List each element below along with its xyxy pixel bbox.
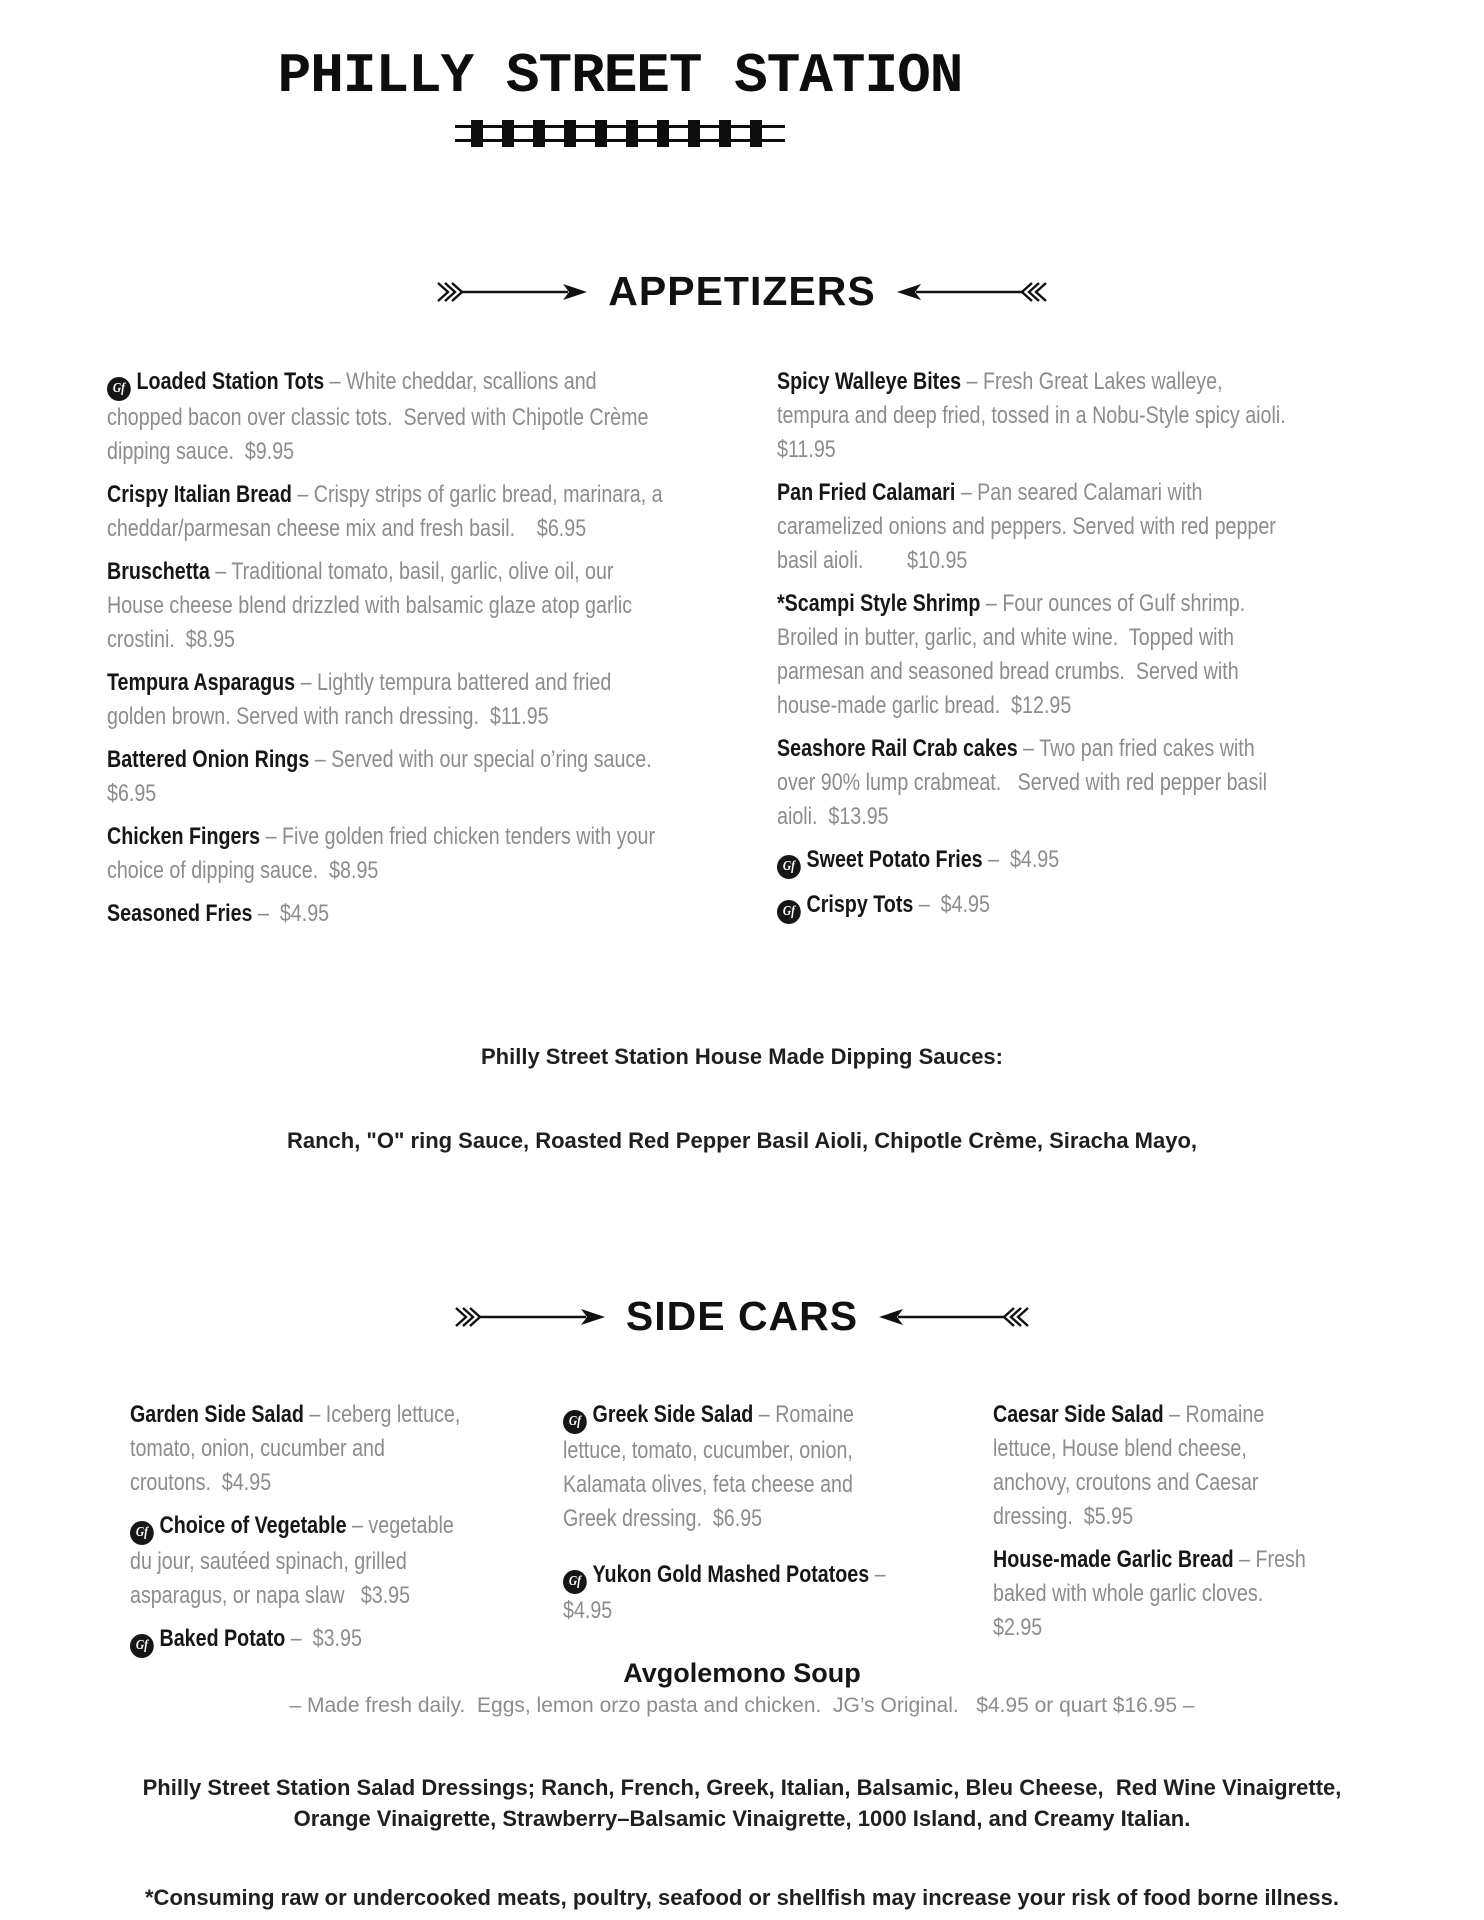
menu-item [107,478,674,546]
menu-item-description: – Five golden fried chicken tenders with your choice of dipping sauce. $8.95 [107,823,661,884]
soup-name: Avgolemono Soup [623,1658,861,1688]
menu-item [777,476,1291,578]
soup-block [0,1658,1484,1718]
menu-item-name: Bruschetta [107,558,210,585]
gluten-free-icon: Gf [130,1634,154,1658]
menu-item [993,1398,1314,1534]
menu-item [130,1622,470,1658]
menu-item-name: Seasoned Fries [107,900,253,927]
menu-item-name: Crispy Tots [806,891,914,918]
menu-item-name: Baked Potato [159,1625,286,1652]
menu-item-description: – $4.95 [988,846,1060,873]
menu-item-name: Chicken Fingers [107,823,261,850]
menu-item-description: – $4.95 [257,900,330,927]
menu-item-description: – Fresh baked with whole garlic cloves. $2.95 [993,1546,1312,1641]
railroad-track-divider [0,120,1240,152]
restaurant-title: PHILLY STREET STATION [277,44,963,108]
side-cars-heading [0,1293,1484,1340]
menu-item-description: – Four ounces of Gulf shrimp. Broiled in butter, garlic, and white wine. Topped with parmesan and seasoned bread crumbs. Served with house-made garlic bread. $12.95 [777,590,1251,719]
railroad-track-icon [455,120,785,147]
menu-item [777,843,1291,879]
side-cars-column-3 [993,1398,1314,1654]
appetizers-section [0,365,1484,965]
menu-item-name: Greek Side Salad [592,1401,754,1428]
side-cars-section [0,1398,1484,1653]
menu-item-name: Seashore Rail Crab cakes [777,735,1018,762]
menu-item-description: – vegetable du jour, sautéed spinach, grilled asparagus, or napa slaw $3.95 [130,1512,460,1609]
side-cars-column-1 [130,1398,470,1667]
menu-item-name: *Scampi Style Shrimp [777,590,981,617]
menu-item-name: Pan Fried Calamari [777,479,956,506]
menu-item-description: – $4.95 [563,1561,892,1624]
menu-item-description: – Romaine lettuce, tomato, cucumber, onion, Kalamata olives, feta cheese and Greek dressing. $6.95 [563,1401,860,1532]
menu-item [107,666,674,734]
menu-item-description: – Crispy strips of garlic bread, marinara, a cheddar/parmesan cheese mix and fresh basil. $6.95 [107,481,669,542]
menu-item [993,1543,1314,1645]
menu-item-name: Yukon Gold Mashed Potatoes [592,1561,870,1588]
consumer-advisory: *Consuming raw or undercooked meats, poultry, seafood or shellfish may increase your risk of food borne illness. [145,1885,1339,1910]
menu-item-description: – Iceberg lettuce, tomato, onion, cucumber and croutons. $4.95 [130,1401,466,1496]
menu-item [777,888,1291,924]
menu-item [777,587,1291,723]
menu-item-name: Caesar Side Salad [993,1401,1164,1428]
menu-item [563,1398,907,1536]
section-title-appetizers: APPETIZERS [608,268,876,314]
menu-item [107,555,674,657]
menu-item-name: House-made Garlic Bread [993,1546,1234,1573]
menu-item-description: – Lightly tempura battered and fried golden brown. Served with ranch dressing. $11.95 [107,669,617,730]
menu-item-name: Spicy Walleye Bites [777,368,962,395]
dipping-sauces-list: Ranch, "O" ring Sauce, Roasted Red Pepper Basil Aioli, Chipotle Crème, Siracha Mayo, [286,1128,1198,1153]
menu-item-description: – White cheddar, scallions and chopped bacon over classic tots. Served with Chipotle Crème dipping sauce. $9.95 [107,368,654,465]
menu-item-description: – $4.95 [918,891,990,918]
gluten-free-icon: Gf [107,377,131,401]
menu-item-name: Battered Onion Rings [107,746,310,773]
menu-item-name: Garden Side Salad [130,1401,304,1428]
menu-item-name: Tempura Asparagus [107,669,296,696]
menu-item [130,1509,470,1613]
menu-item-description: – Two pan fried cakes with over 90% lump crabmeat. Served with red pepper basil aioli. $13.95 [777,735,1273,830]
side-cars-column-2 [563,1398,907,1650]
arrow-right-icon [454,1303,606,1331]
menu-item-description: – Served with our special o’ring sauce. $6.95 [107,746,663,807]
arrow-left-icon [896,278,1048,306]
menu-item [130,1398,470,1500]
dipping-sauces-note [0,987,1484,1211]
menu-item-name: Choice of Vegetable [159,1512,347,1539]
menu-item [107,820,674,888]
appetizers-heading [0,268,1484,315]
menu-item [563,1558,907,1628]
gluten-free-icon: Gf [563,1410,587,1434]
appetizers-left-column [107,365,674,940]
menu-item-name: Loaded Station Tots [136,368,325,395]
menu-item-description: – $3.95 [290,1625,362,1652]
menu-item-name: Sweet Potato Fries [806,846,983,873]
gluten-free-icon: Gf [130,1521,154,1545]
menu-item-description: – Traditional tomato, basil, garlic, olive oil, our House cheese blend drizzled with balsamic glaze atop garlic crostini. $8.95 [107,558,638,653]
menu-item [107,897,674,931]
header [0,0,1240,108]
menu-item [107,365,674,469]
dipping-sauces-title: Philly Street Station House Made Dipping Sauces: [481,1044,1003,1069]
menu-item-description: – Fresh Great Lakes walleye, tempura and deep fried, tossed in a Nobu-Style spicy aioli. $11.95 [777,368,1297,463]
menu-item [107,743,674,811]
soup-description: – Made fresh daily. Eggs, lemon orzo pasta and chicken. JG’s Original. $4.95 or quart $16.95 – [289,1694,1195,1717]
arrow-left-icon [878,1303,1030,1331]
gluten-free-icon: Gf [563,1570,587,1594]
gluten-free-icon: Gf [777,900,801,924]
gluten-free-icon: Gf [777,855,801,879]
menu-item [777,365,1297,467]
section-title-side-cars: SIDE CARS [625,1293,859,1339]
menu-item-description: – Romaine lettuce, House blend cheese, anchovy, croutons and Caesar dressing. $5.95 [993,1401,1270,1530]
menu-item-name: Crispy Italian Bread [107,481,292,508]
arrow-right-icon [436,278,588,306]
appetizers-right-column [777,365,1297,933]
menu-item-description: – Pan seared Calamari with caramelized onions and peppers. Served with red pepper basil aioli. $10.95 [777,479,1282,574]
salad-dressings-note: Philly Street Station Salad Dressings; Ranch, French, Greek, Italian, Balsamic, Bleu Cheese, Red Wine Vinaigrette, Orange Vinaigrette, Strawberry–Balsamic Vinaigrette, 1000 Island, and Creamy Italian. [142,1775,1348,1831]
menu-item [777,732,1291,834]
